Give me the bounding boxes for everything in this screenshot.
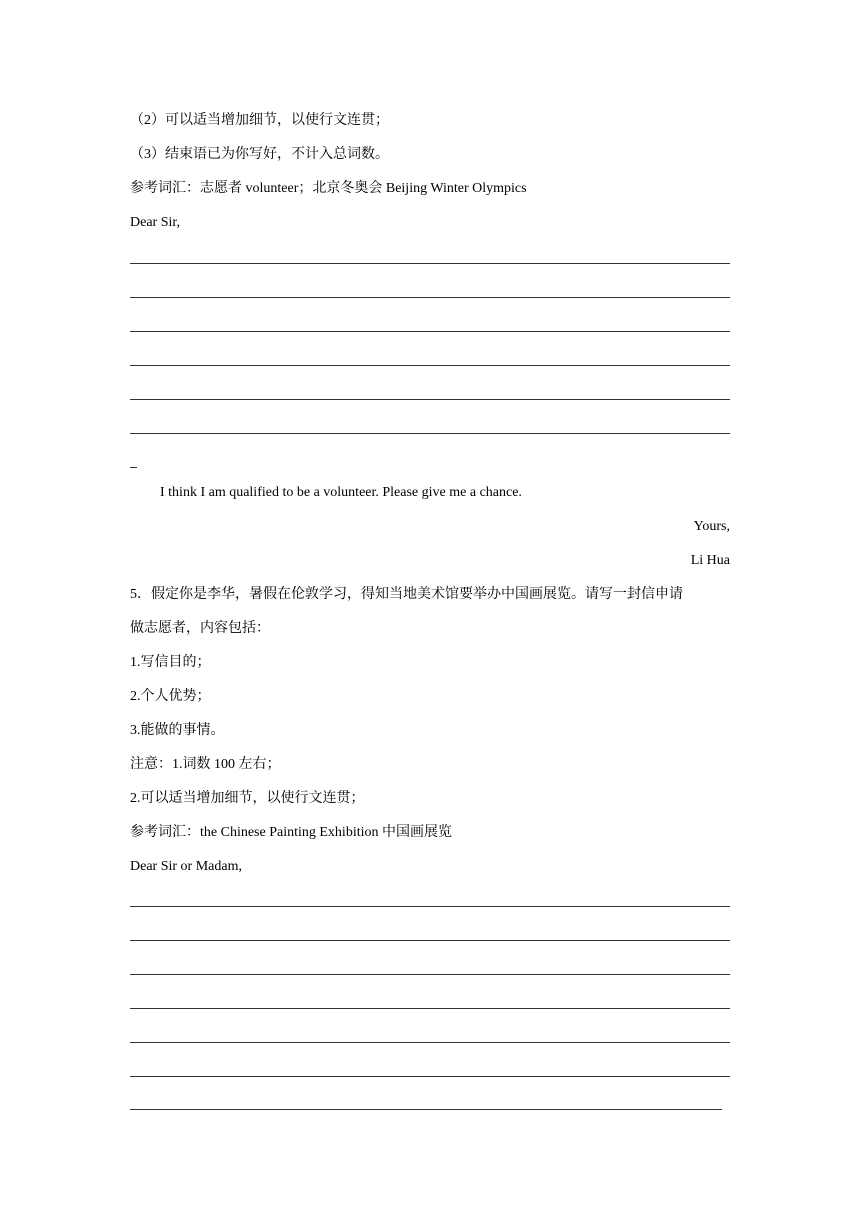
task5-prompt-line-2: 做志愿者，内容包括： (130, 621, 270, 636)
task5-point-3: 3.能做的事情。 (130, 723, 225, 738)
task5-point-1: 1.写信目的； (130, 655, 211, 670)
task5-prompt-line-1: 5．假定你是李华，暑假在伦敦学习，得知当地美术馆要举办中国画展览。请写一封信申请 (130, 587, 683, 602)
answer-line[interactable] (130, 1076, 730, 1077)
answer-line[interactable] (130, 331, 730, 332)
task4-note-3: （3）结束语已为你写好，不计入总词数。 (130, 147, 389, 162)
task5-vocabulary: 参考词汇：the Chinese Painting Exhibition 中国画展览 (130, 825, 452, 840)
task4-sign-off: Yours, (693, 519, 730, 534)
task5-salutation: Dear Sir or Madam, (130, 859, 242, 874)
task4-salutation: Dear Sir, (130, 215, 180, 230)
answer-line[interactable] (130, 1008, 730, 1009)
task4-vocabulary: 参考词汇：志愿者 volunteer；北京冬奥会 Beijing Winter Olympics (130, 181, 527, 196)
answer-line[interactable] (130, 263, 730, 264)
task5-note-2: 2.可以适当增加细节，以使行文连贯； (130, 791, 365, 806)
answer-line[interactable] (130, 1042, 730, 1043)
answer-line[interactable] (130, 365, 730, 366)
task4-closing-sentence: I think I am qualified to be a volunteer. Please give me a chance. (160, 485, 522, 500)
answer-line[interactable] (130, 974, 730, 975)
answer-line[interactable] (130, 297, 730, 298)
answer-line[interactable] (130, 433, 730, 434)
task5-note-1: 注意：1.词数 100 左右； (130, 757, 281, 772)
answer-line[interactable] (130, 1109, 722, 1110)
answer-line[interactable] (130, 399, 730, 400)
answer-line-end (130, 467, 137, 468)
task5-point-2: 2.个人优势； (130, 689, 211, 704)
task4-signature: Li Hua (690, 553, 730, 568)
answer-line[interactable] (130, 940, 730, 941)
answer-line[interactable] (130, 906, 730, 907)
task4-note-2: （2）可以适当增加细节，以使行文连贯； (130, 113, 389, 128)
